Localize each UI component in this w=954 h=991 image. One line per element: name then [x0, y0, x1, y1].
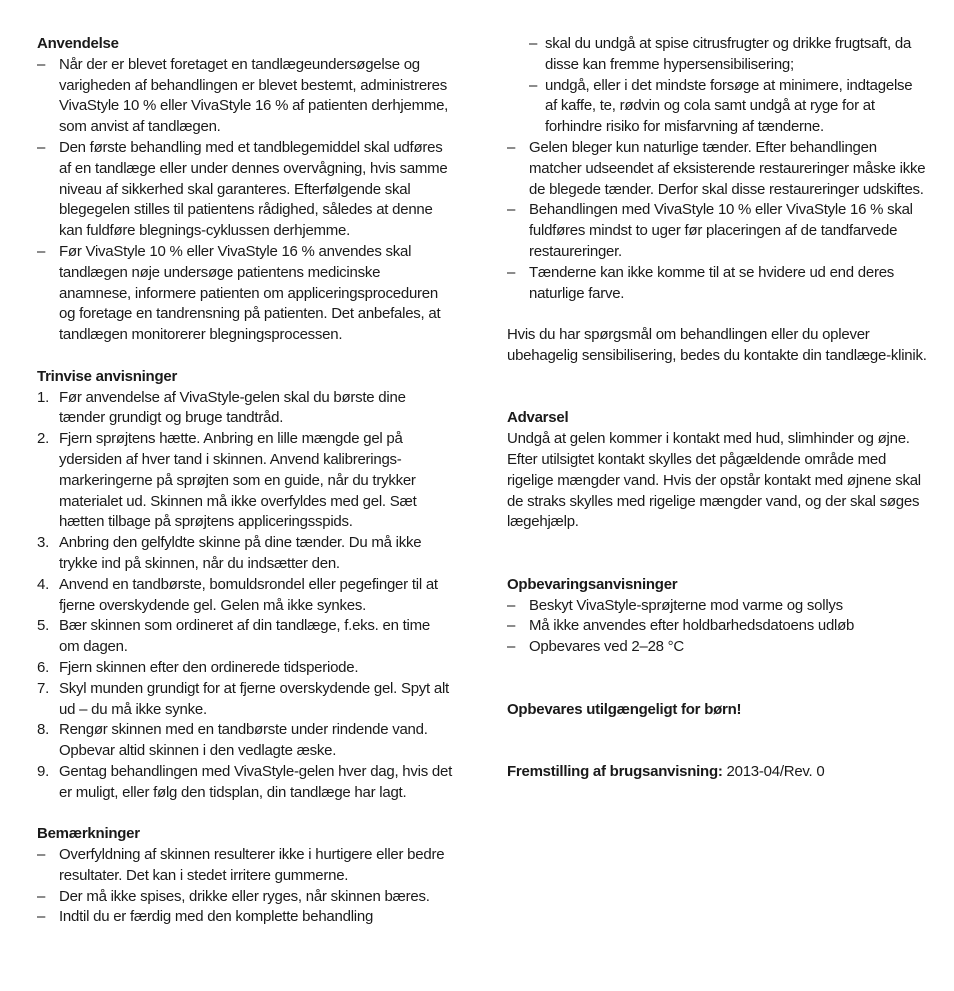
- number-marker: 9.: [37, 762, 50, 780]
- list-item: [37, 575, 452, 617]
- list-item-text: Overfyldning af skinnen resulterer ikke i hurtigere eller bedre resultater. Det kan i stedet irritere gummerne.: [59, 846, 445, 884]
- list-item: [37, 658, 452, 679]
- dash-marker: –: [507, 201, 516, 219]
- anvendelse-list: [37, 55, 452, 346]
- list-item-text: Opbevares ved 2–28 °C: [529, 638, 685, 656]
- number-marker: 5.: [37, 617, 50, 635]
- number-marker: 2.: [37, 430, 50, 448]
- spacer: [507, 533, 927, 554]
- fremstilling-line: [507, 762, 927, 783]
- spacer: [507, 720, 927, 741]
- dash-marker: –: [507, 617, 516, 635]
- fremstilling-label: Fremstilling af brugsanvisning:: [507, 762, 723, 780]
- spacer: [507, 658, 927, 679]
- list-item: [507, 263, 927, 305]
- contact-paragraph: Hvis du har spørgsmål om behandlingen eller du oplever ubehagelig sensibilisering, bedes du kontakte din tandlæge-klinik.: [507, 326, 927, 364]
- number-marker: 7.: [37, 679, 50, 697]
- list-item-text: Indtil du er færdig med den komplette behandling: [59, 908, 374, 926]
- list-item-text: Før anvendelse af VivaStyle-gelen skal du børste dine tænder grundigt og bruge tandtråd.: [59, 388, 406, 427]
- list-item-text: Behandlingen med VivaStyle 10 % eller VivaStyle 16 % skal fuldføres mindst to uger før placeringen af de tandfarvede restaureringer.: [529, 201, 913, 260]
- list-item-text: Skyl munden grundigt for at fjerne overskydende gel. Spyt alt ud – du må ikke synke.: [59, 679, 449, 718]
- list-item-text: undgå, eller i det mindste forsøge at minimere, indtagelse af kaffe, te, rødvin og cola samt undgå at ryge for at forhindre risiko for misfarvning af tænderne.: [545, 76, 913, 136]
- list-item: [37, 388, 452, 430]
- list-item-text: Må ikke anvendes efter holdbarhedsdatoens udløb: [529, 617, 855, 635]
- section-heading-opbevaring: Opbevaringsanvisninger: [507, 575, 678, 593]
- list-item-text: Når der er blevet foretaget en tandlægeundersøgelse og varigheden af behandlingen er blevet bestemt, administreres VivaStyle 10 % eller VivaStyle 16 % af patienten derhjemme, som anvist af tandlægen.: [59, 55, 449, 136]
- list-item: [37, 242, 452, 346]
- spacer: [507, 741, 927, 762]
- section-heading-bemaerkninger: Bemærkninger: [37, 825, 140, 843]
- list-item: [507, 596, 927, 617]
- children-warning: Opbevares utilgængeligt for børn!: [507, 700, 742, 718]
- list-item: [507, 200, 927, 262]
- fremstilling-value: 2013-04/Rev. 0: [726, 762, 825, 780]
- spacer: [507, 554, 927, 575]
- list-item-text: Anbring den gelfyldte skinne på dine tænder. Du må ikke trykke ind på skinnen, når du indsætter den.: [59, 534, 422, 572]
- list-item: [37, 679, 452, 721]
- dash-marker: –: [507, 263, 516, 281]
- list-item-text: Beskyt VivaStyle-sprøjterne mod varme og sollys: [529, 596, 843, 614]
- dash-marker: –: [37, 242, 46, 260]
- spacer: [507, 304, 927, 325]
- dash-marker: –: [37, 138, 46, 156]
- bemaerkninger-sublist: [507, 34, 927, 138]
- right-column: [507, 34, 927, 783]
- spacer: [37, 803, 452, 824]
- list-item: [37, 720, 452, 762]
- section-heading-advarsel: Advarsel: [507, 409, 569, 427]
- spacer: [507, 367, 927, 388]
- list-item: [507, 637, 927, 658]
- list-item: [37, 887, 452, 908]
- list-item: [37, 616, 452, 658]
- list-item: [37, 429, 452, 533]
- list-item-text: Der må ikke spises, drikke eller ryges, når skinnen bæres.: [59, 887, 430, 905]
- spacer: [37, 346, 452, 367]
- dash-marker: –: [37, 55, 46, 73]
- list-item-text: Gentag behandlingen med VivaStyle-gelen hver dag, hvis det er muligt, eller følg den tidsplan, din tandlæge har lagt.: [59, 762, 452, 801]
- number-marker: 1.: [37, 388, 50, 406]
- bemaerkninger-list: [37, 845, 452, 928]
- dash-marker: –: [37, 908, 46, 926]
- list-item: [37, 55, 452, 138]
- list-item: [507, 616, 927, 637]
- dash-marker: –: [529, 35, 538, 52]
- list-item-text: Fjern sprøjtens hætte. Anbring en lille mængde gel på ydersiden af hver tand i skinnen. Anvend kalibrerings-markeringerne på sprøjten som en guide, når du trykker materialet ud. Skinnen må ikke overfyldes med gel. Sæt hætten tilbage på sprøjtens appliceringsspids.: [59, 430, 417, 531]
- number-marker: 4.: [37, 575, 50, 593]
- list-item: [37, 533, 452, 575]
- section-heading-trinvise: Trinvise anvisninger: [37, 367, 178, 385]
- bemaerkninger-list-continued: [507, 138, 927, 304]
- list-item: [37, 762, 452, 804]
- left-column: [37, 34, 452, 928]
- number-marker: 8.: [37, 721, 50, 739]
- section-heading-anvendelse: Anvendelse: [37, 35, 119, 52]
- list-item: [37, 845, 452, 887]
- dash-marker: –: [507, 138, 516, 156]
- dash-marker: –: [507, 596, 516, 614]
- spacer: [507, 679, 927, 700]
- list-item-text: Fjern skinnen efter den ordinerede tidsperiode.: [59, 658, 359, 676]
- dash-marker: –: [37, 887, 46, 905]
- number-marker: 6.: [37, 658, 50, 676]
- list-item-text: Gelen bleger kun naturlige tænder. Efter behandlingen matcher udseendet af eksisterende restaureringer måske ikke de blegede tænder. Derfor skal disse restaureringer udskiftes.: [529, 138, 926, 198]
- list-item-text: Før VivaStyle 10 % eller VivaStyle 16 % anvendes skal tandlægen nøje undersøge patientens medicinske anamnese, informere patienten om appliceringsproceduren og foretage en tandrensning på patienten. Det anbefales, at tandlægen monitorerer blegningsprocessen.: [59, 242, 441, 344]
- dash-marker: –: [37, 846, 46, 864]
- list-item-text: Bær skinnen som ordineret af din tandlæge, f.eks. en time om dagen.: [59, 617, 430, 656]
- spacer: [507, 388, 927, 409]
- list-item: [507, 138, 927, 200]
- list-item: [507, 76, 927, 138]
- list-item-text: Anvend en tandbørste, bomuldsrondel eller pegefinger til at fjerne overskydende gel. Gelen må ikke synkes.: [59, 575, 438, 614]
- list-item-text: Rengør skinnen med en tandbørste under rindende vand. Opbevar altid skinnen i den vedlagte æske.: [59, 721, 428, 760]
- number-marker: 3.: [37, 534, 50, 552]
- opbevaring-list: [507, 596, 927, 658]
- list-item-text: skal du undgå at spise citrusfrugter og drikke frugtsaft, da disse kan fremme hypersensibilisering;: [545, 35, 912, 73]
- dash-marker: –: [507, 638, 516, 656]
- advarsel-paragraph: Undgå at gelen kommer i kontakt med hud, slimhinder og øjne. Efter utilsigtet kontakt skylles det pågældende område med rigelige mængder vand. Hvis der opstår kontakt med øjnene skal de straks skylles med rigelige mængder vand, og der skal søges lægehjælp.: [507, 430, 921, 531]
- list-item: [507, 34, 927, 76]
- list-item-text: Den første behandling med et tandblegemiddel skal udføres af en tandlæge eller under dennes overvågning, hvis samme niveau af sikkerhed skal garanteres. Efterfølgende skal blegegelen stilles til patientens rådighed, således at denne kan fuldføre blegnings-cyklussen derhjemme.: [59, 138, 448, 240]
- list-item-text: Tænderne kan ikke komme til at se hvidere ud end deres naturlige farve.: [529, 263, 895, 302]
- trinvise-list: [37, 388, 452, 804]
- list-item: [37, 138, 452, 242]
- list-item: [37, 907, 452, 928]
- dash-marker: –: [529, 76, 538, 94]
